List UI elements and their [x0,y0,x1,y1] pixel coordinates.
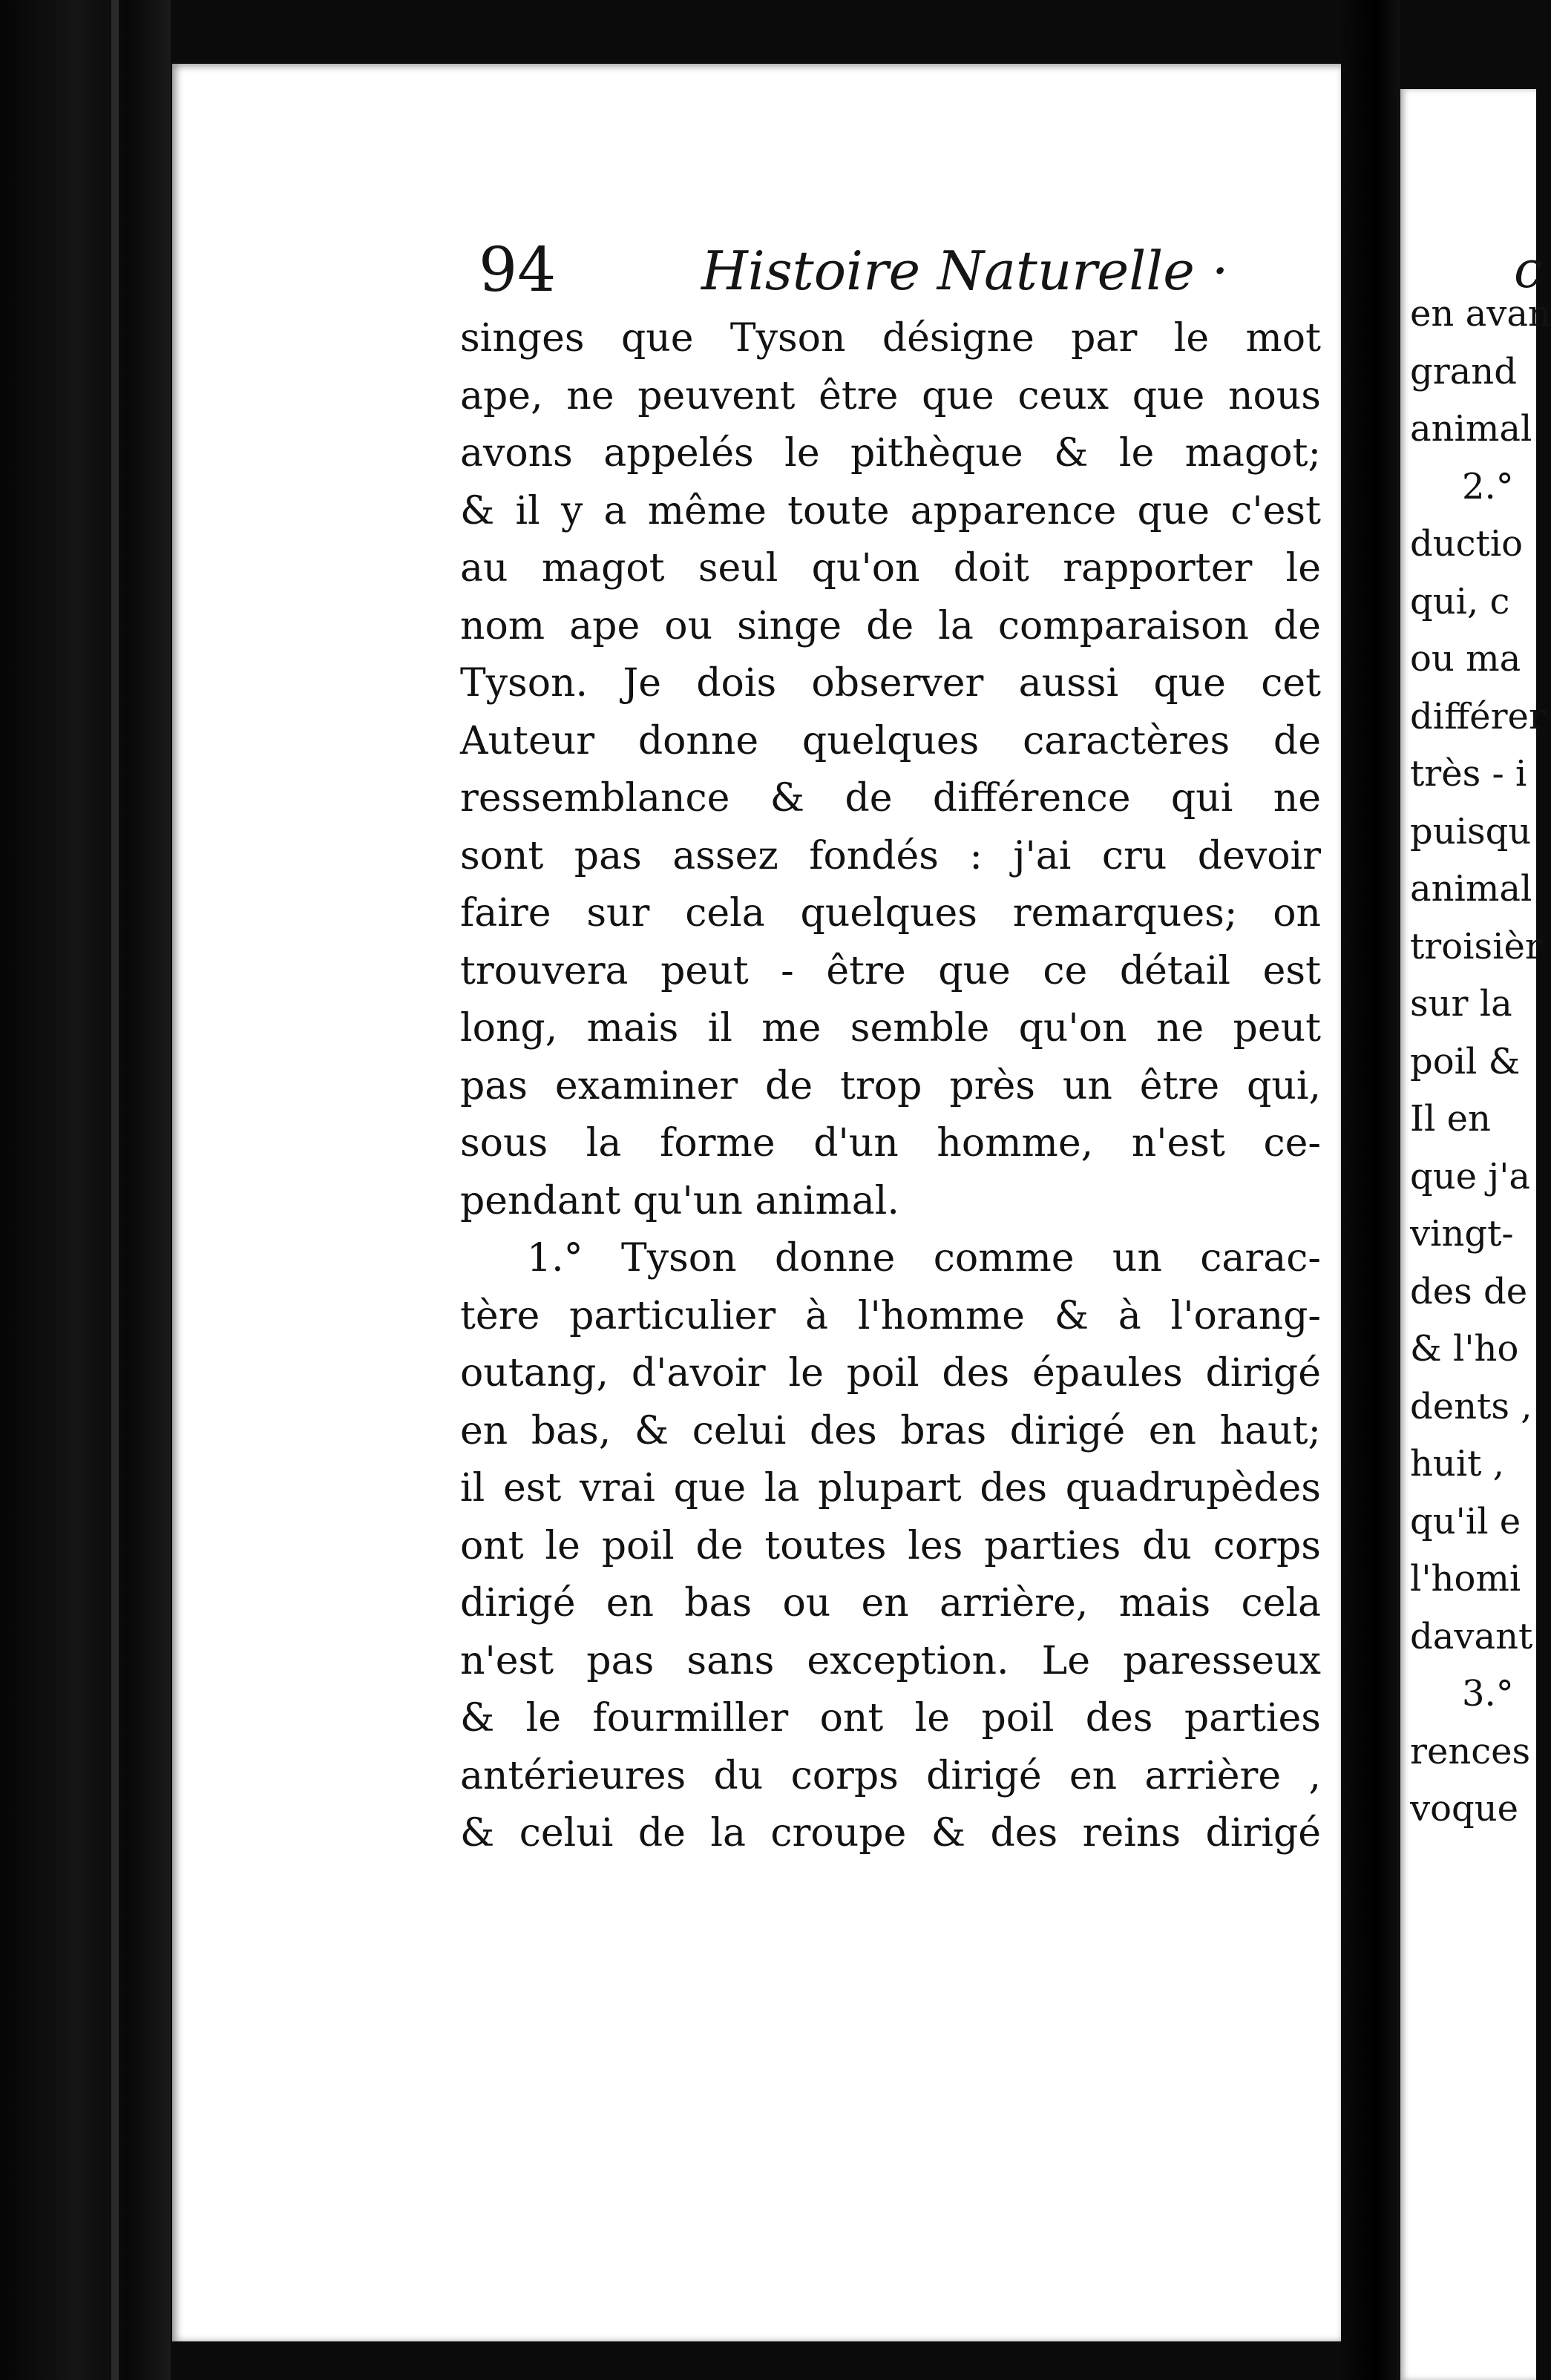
right-text-line: dents , [1410,1385,1532,1427]
right-text-line: très - i [1410,753,1527,795]
right-text-line: troisièr [1410,925,1542,967]
right-text-line: poil & [1410,1040,1521,1082]
text-line: n'est pas sans exception. Le paresseux [460,1638,1321,1683]
right-text-line: Il en [1410,1098,1491,1140]
book-binding-left [0,0,171,2380]
text-line: au magot seul qu'on doit rapporter le [460,546,1321,591]
page-number: 94 [479,235,557,306]
text-line: pendant qu'un animal. [460,1178,899,1223]
text-line: sous la forme d'un homme, n'est ce- [460,1121,1321,1166]
right-text-line: des de [1410,1270,1528,1312]
right-page-text [1410,286,1551,1838]
right-text-line: vingt- [1410,1213,1514,1255]
right-text-line: sur la [1410,983,1512,1025]
body-text [460,310,1321,1863]
text-line: en bas, & celui des bras dirigé en haut; [460,1408,1321,1453]
text-line: ressemblance & de différence qui ne [460,776,1321,821]
right-text-line: animal [1410,868,1532,910]
text-line: antérieures du corps dirigé en arrière , [460,1753,1321,1798]
text-line: & le fourmiller ont le poil des parties [460,1696,1321,1740]
right-text-line: différer [1410,695,1546,737]
right-text-line: 3.° [1462,1673,1514,1715]
text-line: trouvera peut - être que ce détail est [460,948,1321,993]
text-line: & celui de la croupe & des reins dirigé [460,1811,1321,1855]
binding-edge [111,0,119,2380]
right-text-line: qu'il e [1410,1500,1521,1542]
text-line: tère particulier à l'homme & à l'orang- [460,1293,1321,1338]
text-line: dirigé en bas ou en arrière, mais cela [460,1581,1321,1625]
text-line: faire sur cela quelques remarques; on [460,891,1321,936]
right-text-line: l'homi [1410,1558,1521,1600]
running-header [479,230,1229,312]
text-line: pas examiner de trop près un être qui, [460,1063,1321,1108]
right-text-line: en avan [1410,293,1551,335]
right-text-line: ductio [1410,523,1524,565]
text-line: 1.° Tyson donne comme un carac- [527,1236,1321,1281]
right-text-line: & l'ho [1410,1328,1519,1370]
right-text-line: qui, c [1410,580,1510,622]
right-text-line: animal [1410,408,1532,450]
right-text-line: grand [1410,350,1517,392]
right-text-line: que j'a [1410,1155,1530,1197]
page-gutter [1341,0,1400,2380]
text-line: avons appelés le pithèque & le magot; [460,431,1321,476]
running-title: Histoire Naturelle · [701,240,1229,302]
text-line: long, mais il me semble qu'on ne peut [460,1006,1321,1051]
text-line: Tyson. Je dois observer aussi que cet [460,661,1321,706]
right-text-line: davant [1410,1615,1533,1657]
text-line: ape, ne peuvent être que ceux que nous [460,373,1321,418]
text-line: outang, d'avoir le poil des épaules dirigé [460,1351,1321,1396]
text-line: ont le poil de toutes les parties du corps [460,1523,1321,1568]
text-line: il est vrai que la plupart des quadrupèdes [460,1466,1321,1510]
right-text-line: huit , [1410,1443,1504,1485]
right-text-line: voque [1410,1788,1519,1830]
right-text-line: 2.° [1462,465,1514,507]
text-line: singes que Tyson désigne par le mot [460,316,1321,361]
right-text-line: puisqu [1410,810,1532,852]
text-line: & il y a même toute apparence que c'est [460,488,1321,533]
right-text-line: ou ma [1410,638,1521,680]
text-line: Auteur donne quelques caractères de [460,718,1321,763]
right-text-line: rences [1410,1730,1531,1772]
text-line: nom ape ou singe de la comparaison de [460,603,1321,648]
text-line: sont pas assez fondés : j'ai cru devoir [460,833,1321,878]
right-page-header-fragment: c [1514,241,1543,300]
